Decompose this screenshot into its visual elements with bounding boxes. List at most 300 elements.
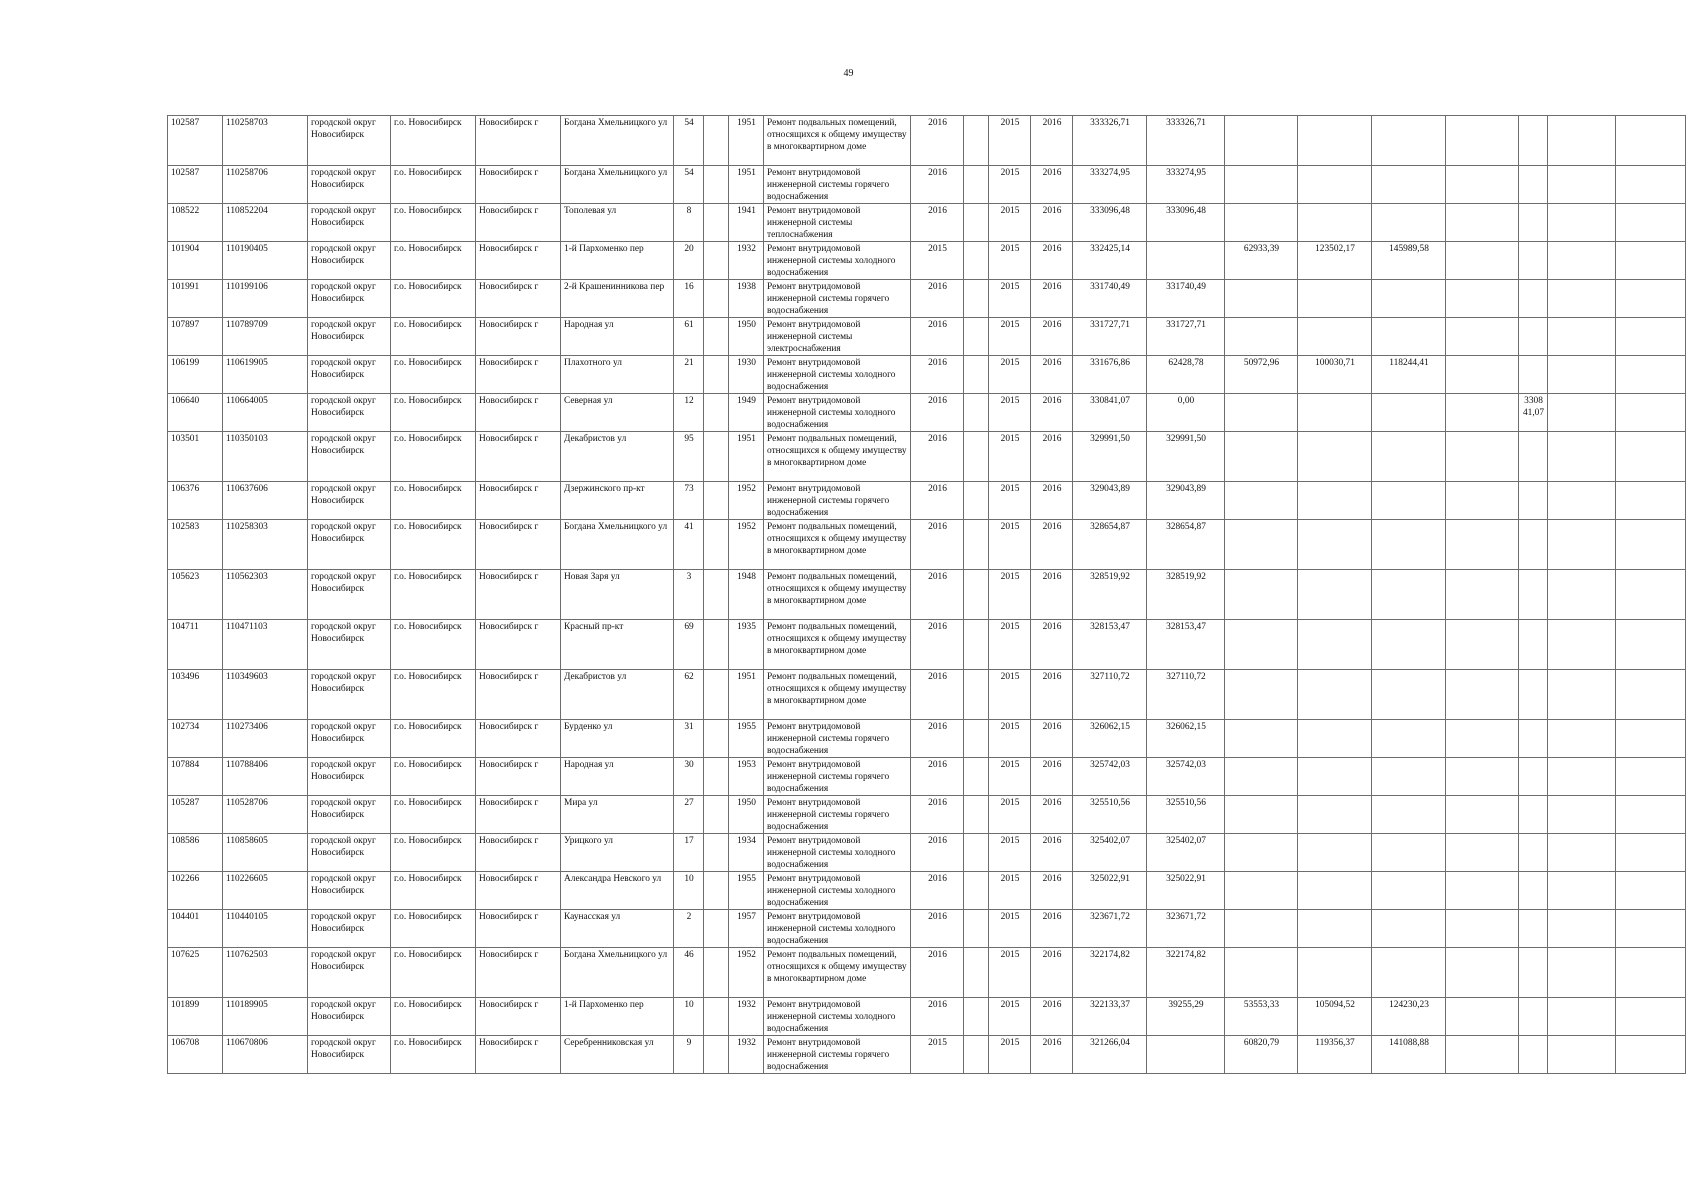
cell-s3 xyxy=(1298,948,1372,998)
cell-c2: 2015 xyxy=(989,280,1031,318)
cell-c3: 2016 xyxy=(1031,356,1073,394)
cell-s7 xyxy=(1548,432,1616,482)
cell-id: 103496 xyxy=(168,670,223,720)
cell-plan-year: 2016 xyxy=(911,318,964,356)
cell-c1 xyxy=(964,670,989,720)
cell-s5 xyxy=(1446,758,1519,796)
cell-s5 xyxy=(1446,998,1519,1036)
cell-work: Ремонт внутридомовой инженерной системы горячего водоснабжения xyxy=(764,166,911,204)
cell-s8 xyxy=(1616,394,1686,432)
cell-year: 1955 xyxy=(729,720,764,758)
cell-s1: 325510,56 xyxy=(1147,796,1225,834)
table-row xyxy=(168,432,1686,482)
cell-c3: 2016 xyxy=(1031,720,1073,758)
cell-s6 xyxy=(1519,356,1548,394)
table-row xyxy=(168,570,1686,620)
cell-s2: 60820,79 xyxy=(1225,1036,1298,1074)
cell-s2 xyxy=(1225,318,1298,356)
cell-house: 12 xyxy=(674,394,704,432)
cell-c3: 2016 xyxy=(1031,116,1073,166)
cell-s3 xyxy=(1298,204,1372,242)
cell-street: Урицкого ул xyxy=(561,834,674,872)
cell-extra xyxy=(704,834,729,872)
cell-house: 95 xyxy=(674,432,704,482)
cell-s7 xyxy=(1548,280,1616,318)
cell-s4: 118244,41 xyxy=(1372,356,1446,394)
cell-s1: 331727,71 xyxy=(1147,318,1225,356)
cell-c2: 2015 xyxy=(989,796,1031,834)
cell-s5 xyxy=(1446,394,1519,432)
cell-year: 1935 xyxy=(729,620,764,670)
cell-c2: 2015 xyxy=(989,720,1031,758)
cell-street: Декабристов ул xyxy=(561,432,674,482)
cell-s4 xyxy=(1372,948,1446,998)
cell-s7 xyxy=(1548,1036,1616,1074)
cell-c1 xyxy=(964,166,989,204)
cell-district: городской округ Новосибирск xyxy=(308,834,391,872)
cell-extra xyxy=(704,432,729,482)
cell-s1: 325022,91 xyxy=(1147,872,1225,910)
cell-s5 xyxy=(1446,318,1519,356)
cell-locality: Новосибирск г xyxy=(476,394,561,432)
cell-street: Богдана Хмельницкого ул xyxy=(561,948,674,998)
cell-c1 xyxy=(964,520,989,570)
cell-extra xyxy=(704,166,729,204)
cell-id: 105623 xyxy=(168,570,223,620)
cell-district: городской округ Новосибирск xyxy=(308,482,391,520)
cell-municipality: г.о. Новосибирск xyxy=(391,796,476,834)
cell-code: 110619905 xyxy=(223,356,308,394)
cell-work: Ремонт внутридомовой инженерной системы холодного водоснабжения xyxy=(764,998,911,1036)
cell-s5 xyxy=(1446,280,1519,318)
cell-plan-year: 2016 xyxy=(911,834,964,872)
cell-locality: Новосибирск г xyxy=(476,834,561,872)
cell-c3: 2016 xyxy=(1031,166,1073,204)
cell-s6 xyxy=(1519,620,1548,670)
cell-locality: Новосибирск г xyxy=(476,720,561,758)
cell-c1 xyxy=(964,242,989,280)
cell-s2 xyxy=(1225,432,1298,482)
cell-code: 110664005 xyxy=(223,394,308,432)
cell-s3 xyxy=(1298,620,1372,670)
cell-s3: 123502,17 xyxy=(1298,242,1372,280)
cell-house: 46 xyxy=(674,948,704,998)
cell-s1: 331740,49 xyxy=(1147,280,1225,318)
cell-total: 321266,04 xyxy=(1073,1036,1147,1074)
cell-plan-year: 2016 xyxy=(911,432,964,482)
cell-code: 110273406 xyxy=(223,720,308,758)
cell-municipality: г.о. Новосибирск xyxy=(391,432,476,482)
cell-year: 1950 xyxy=(729,796,764,834)
cell-municipality: г.о. Новосибирск xyxy=(391,116,476,166)
cell-total: 327110,72 xyxy=(1073,670,1147,720)
cell-s4 xyxy=(1372,620,1446,670)
cell-s8 xyxy=(1616,620,1686,670)
cell-s6 xyxy=(1519,720,1548,758)
cell-c1 xyxy=(964,432,989,482)
cell-total: 331676,86 xyxy=(1073,356,1147,394)
cell-c3: 2016 xyxy=(1031,280,1073,318)
cell-s3: 105094,52 xyxy=(1298,998,1372,1036)
cell-s3 xyxy=(1298,394,1372,432)
cell-s1: 327110,72 xyxy=(1147,670,1225,720)
cell-s2 xyxy=(1225,520,1298,570)
cell-municipality: г.о. Новосибирск xyxy=(391,998,476,1036)
cell-total: 325742,03 xyxy=(1073,758,1147,796)
cell-year: 1952 xyxy=(729,520,764,570)
cell-s1: 328153,47 xyxy=(1147,620,1225,670)
cell-total: 322133,37 xyxy=(1073,998,1147,1036)
cell-municipality: г.о. Новосибирск xyxy=(391,204,476,242)
cell-s2 xyxy=(1225,620,1298,670)
cell-c1 xyxy=(964,948,989,998)
cell-s4 xyxy=(1372,834,1446,872)
cell-c3: 2016 xyxy=(1031,796,1073,834)
cell-c2: 2015 xyxy=(989,482,1031,520)
cell-s7 xyxy=(1548,204,1616,242)
cell-code: 110852204 xyxy=(223,204,308,242)
cell-s6 xyxy=(1519,116,1548,166)
cell-total: 332425,14 xyxy=(1073,242,1147,280)
cell-s7 xyxy=(1548,166,1616,204)
cell-street: Богдана Хмельницкого ул xyxy=(561,166,674,204)
cell-c2: 2015 xyxy=(989,910,1031,948)
table-row xyxy=(168,948,1686,998)
cell-s4: 124230,23 xyxy=(1372,998,1446,1036)
cell-s1: 0,00 xyxy=(1147,394,1225,432)
cell-locality: Новосибирск г xyxy=(476,242,561,280)
table-row xyxy=(168,356,1686,394)
cell-s2 xyxy=(1225,758,1298,796)
cell-s4 xyxy=(1372,394,1446,432)
cell-s2 xyxy=(1225,872,1298,910)
cell-work: Ремонт подвальных помещений, относящихся к общему имуществу в многоквартирном доме xyxy=(764,670,911,720)
cell-extra xyxy=(704,670,729,720)
cell-district: городской округ Новосибирск xyxy=(308,394,391,432)
cell-work: Ремонт подвальных помещений, относящихся к общему имуществу в многоквартирном доме xyxy=(764,948,911,998)
cell-extra xyxy=(704,998,729,1036)
cell-plan-year: 2016 xyxy=(911,998,964,1036)
cell-plan-year: 2016 xyxy=(911,872,964,910)
cell-c3: 2016 xyxy=(1031,948,1073,998)
cell-c2: 2015 xyxy=(989,758,1031,796)
cell-id: 101899 xyxy=(168,998,223,1036)
cell-total: 325022,91 xyxy=(1073,872,1147,910)
cell-s8 xyxy=(1616,948,1686,998)
cell-house: 21 xyxy=(674,356,704,394)
cell-s5 xyxy=(1446,720,1519,758)
cell-s5 xyxy=(1446,1036,1519,1074)
cell-id: 102587 xyxy=(168,116,223,166)
cell-s8 xyxy=(1616,910,1686,948)
cell-s4 xyxy=(1372,166,1446,204)
table-row xyxy=(168,910,1686,948)
cell-locality: Новосибирск г xyxy=(476,796,561,834)
cell-s7 xyxy=(1548,670,1616,720)
cell-house: 62 xyxy=(674,670,704,720)
cell-c2: 2015 xyxy=(989,318,1031,356)
cell-c3: 2016 xyxy=(1031,520,1073,570)
cell-id: 107897 xyxy=(168,318,223,356)
cell-work: Ремонт внутридомовой инженерной системы горячего водоснабжения xyxy=(764,758,911,796)
cell-municipality: г.о. Новосибирск xyxy=(391,1036,476,1074)
cell-year: 1953 xyxy=(729,758,764,796)
cell-s8 xyxy=(1616,116,1686,166)
cell-s6 xyxy=(1519,910,1548,948)
cell-id: 102734 xyxy=(168,720,223,758)
cell-plan-year: 2016 xyxy=(911,482,964,520)
cell-plan-year: 2016 xyxy=(911,910,964,948)
cell-code: 110471103 xyxy=(223,620,308,670)
cell-locality: Новосибирск г xyxy=(476,166,561,204)
cell-year: 1932 xyxy=(729,998,764,1036)
cell-c3: 2016 xyxy=(1031,620,1073,670)
cell-s5 xyxy=(1446,910,1519,948)
cell-house: 41 xyxy=(674,520,704,570)
cell-locality: Новосибирск г xyxy=(476,280,561,318)
cell-code: 110789709 xyxy=(223,318,308,356)
cell-s5 xyxy=(1446,242,1519,280)
cell-s8 xyxy=(1616,1036,1686,1074)
cell-s3: 100030,71 xyxy=(1298,356,1372,394)
cell-locality: Новосибирск г xyxy=(476,356,561,394)
cell-s5 xyxy=(1446,116,1519,166)
cell-s8 xyxy=(1616,280,1686,318)
cell-s8 xyxy=(1616,520,1686,570)
cell-municipality: г.о. Новосибирск xyxy=(391,520,476,570)
cell-work: Ремонт внутридомовой инженерной системы холодного водоснабжения xyxy=(764,242,911,280)
cell-s2 xyxy=(1225,670,1298,720)
cell-s4 xyxy=(1372,520,1446,570)
cell-locality: Новосибирск г xyxy=(476,570,561,620)
cell-municipality: г.о. Новосибирск xyxy=(391,872,476,910)
cell-c2: 2015 xyxy=(989,620,1031,670)
cell-year: 1951 xyxy=(729,116,764,166)
cell-year: 1950 xyxy=(729,318,764,356)
cell-locality: Новосибирск г xyxy=(476,432,561,482)
table-row xyxy=(168,872,1686,910)
table-row xyxy=(168,720,1686,758)
cell-total: 328654,87 xyxy=(1073,520,1147,570)
cell-street: Народная ул xyxy=(561,318,674,356)
cell-total: 330841,07 xyxy=(1073,394,1147,432)
cell-house: 73 xyxy=(674,482,704,520)
cell-street: Богдана Хмельницкого ул xyxy=(561,116,674,166)
cell-s7 xyxy=(1548,758,1616,796)
cell-s7 xyxy=(1548,834,1616,872)
cell-s4 xyxy=(1372,318,1446,356)
cell-extra xyxy=(704,520,729,570)
cell-locality: Новосибирск г xyxy=(476,620,561,670)
cell-total: 322174,82 xyxy=(1073,948,1147,998)
cell-municipality: г.о. Новосибирск xyxy=(391,318,476,356)
cell-s2 xyxy=(1225,166,1298,204)
cell-s4 xyxy=(1372,570,1446,620)
cell-year: 1951 xyxy=(729,432,764,482)
cell-plan-year: 2016 xyxy=(911,280,964,318)
cell-id: 104401 xyxy=(168,910,223,948)
cell-code: 110858605 xyxy=(223,834,308,872)
cell-plan-year: 2016 xyxy=(911,520,964,570)
cell-house: 10 xyxy=(674,998,704,1036)
cell-s8 xyxy=(1616,318,1686,356)
cell-id: 106640 xyxy=(168,394,223,432)
cell-extra xyxy=(704,872,729,910)
cell-locality: Новосибирск г xyxy=(476,1036,561,1074)
cell-total: 326062,15 xyxy=(1073,720,1147,758)
cell-s6 xyxy=(1519,796,1548,834)
cell-c1 xyxy=(964,570,989,620)
cell-extra xyxy=(704,356,729,394)
cell-total: 329043,89 xyxy=(1073,482,1147,520)
cell-extra xyxy=(704,482,729,520)
cell-c3: 2016 xyxy=(1031,1036,1073,1074)
cell-id: 101904 xyxy=(168,242,223,280)
cell-code: 110189905 xyxy=(223,998,308,1036)
cell-s4 xyxy=(1372,482,1446,520)
cell-house: 9 xyxy=(674,1036,704,1074)
cell-s1: 328654,87 xyxy=(1147,520,1225,570)
cell-s6 xyxy=(1519,570,1548,620)
cell-s8 xyxy=(1616,482,1686,520)
cell-id: 108522 xyxy=(168,204,223,242)
cell-s4 xyxy=(1372,280,1446,318)
cell-s7 xyxy=(1548,520,1616,570)
cell-locality: Новосибирск г xyxy=(476,482,561,520)
cell-locality: Новосибирск г xyxy=(476,758,561,796)
cell-c2: 2015 xyxy=(989,116,1031,166)
cell-s5 xyxy=(1446,356,1519,394)
cell-s8 xyxy=(1616,720,1686,758)
cell-code: 110670806 xyxy=(223,1036,308,1074)
cell-code: 110528706 xyxy=(223,796,308,834)
cell-id: 102583 xyxy=(168,520,223,570)
cell-s6 xyxy=(1519,432,1548,482)
cell-s3 xyxy=(1298,280,1372,318)
cell-c3: 2016 xyxy=(1031,432,1073,482)
cell-s5 xyxy=(1446,620,1519,670)
cell-s8 xyxy=(1616,242,1686,280)
cell-municipality: г.о. Новосибирск xyxy=(391,910,476,948)
table-row xyxy=(168,620,1686,670)
cell-work: Ремонт подвальных помещений, относящихся к общему имуществу в многоквартирном доме xyxy=(764,520,911,570)
cell-house: 54 xyxy=(674,116,704,166)
cell-s8 xyxy=(1616,204,1686,242)
cell-c2: 2015 xyxy=(989,242,1031,280)
cell-s4 xyxy=(1372,910,1446,948)
cell-plan-year: 2016 xyxy=(911,796,964,834)
cell-district: городской округ Новосибирск xyxy=(308,116,391,166)
cell-extra xyxy=(704,620,729,670)
cell-plan-year: 2016 xyxy=(911,204,964,242)
cell-c2: 2015 xyxy=(989,432,1031,482)
cell-year: 1951 xyxy=(729,670,764,720)
cell-municipality: г.о. Новосибирск xyxy=(391,242,476,280)
cell-s7 xyxy=(1548,116,1616,166)
cell-c1 xyxy=(964,204,989,242)
cell-extra xyxy=(704,318,729,356)
table-row xyxy=(168,166,1686,204)
cell-s1: 333326,71 xyxy=(1147,116,1225,166)
cell-work: Ремонт внутридомовой инженерной системы холодного водоснабжения xyxy=(764,356,911,394)
cell-district: городской округ Новосибирск xyxy=(308,948,391,998)
cell-municipality: г.о. Новосибирск xyxy=(391,166,476,204)
table-row xyxy=(168,796,1686,834)
cell-s4 xyxy=(1372,204,1446,242)
cell-work: Ремонт подвальных помещений, относящихся к общему имуществу в многоквартирном доме xyxy=(764,116,911,166)
cell-street: Серебренниковская ул xyxy=(561,1036,674,1074)
cell-s2: 62933,39 xyxy=(1225,242,1298,280)
cell-code: 110226605 xyxy=(223,872,308,910)
cell-plan-year: 2016 xyxy=(911,166,964,204)
cell-c1 xyxy=(964,998,989,1036)
cell-s1: 326062,15 xyxy=(1147,720,1225,758)
cell-s1: 325402,07 xyxy=(1147,834,1225,872)
cell-s6 xyxy=(1519,280,1548,318)
cell-district: городской округ Новосибирск xyxy=(308,872,391,910)
cell-plan-year: 2016 xyxy=(911,720,964,758)
cell-work: Ремонт внутридомовой инженерной системы горячего водоснабжения xyxy=(764,1036,911,1074)
cell-extra xyxy=(704,242,729,280)
cell-code: 110350103 xyxy=(223,432,308,482)
cell-municipality: г.о. Новосибирск xyxy=(391,356,476,394)
cell-municipality: г.о. Новосибирск xyxy=(391,948,476,998)
cell-s3 xyxy=(1298,570,1372,620)
cell-plan-year: 2016 xyxy=(911,356,964,394)
cell-code: 110199106 xyxy=(223,280,308,318)
cell-plan-year: 2015 xyxy=(911,1036,964,1074)
cell-s7 xyxy=(1548,570,1616,620)
cell-s1: 333274,95 xyxy=(1147,166,1225,204)
cell-s3 xyxy=(1298,318,1372,356)
cell-district: городской округ Новосибирск xyxy=(308,796,391,834)
cell-municipality: г.о. Новосибирск xyxy=(391,280,476,318)
cell-district: городской округ Новосибирск xyxy=(308,910,391,948)
table-row xyxy=(168,242,1686,280)
cell-work: Ремонт внутридомовой инженерной системы холодного водоснабжения xyxy=(764,910,911,948)
cell-s6 xyxy=(1519,758,1548,796)
cell-s4: 141088,88 xyxy=(1372,1036,1446,1074)
cell-c2: 2015 xyxy=(989,834,1031,872)
cell-district: городской округ Новосибирск xyxy=(308,758,391,796)
cell-plan-year: 2016 xyxy=(911,394,964,432)
cell-s1 xyxy=(1147,1036,1225,1074)
table-row xyxy=(168,520,1686,570)
cell-street: Северная ул xyxy=(561,394,674,432)
cell-s4 xyxy=(1372,872,1446,910)
cell-street: Тополевая ул xyxy=(561,204,674,242)
cell-street: Народная ул xyxy=(561,758,674,796)
cell-district: городской округ Новосибирск xyxy=(308,318,391,356)
cell-year: 1951 xyxy=(729,166,764,204)
cell-id: 102266 xyxy=(168,872,223,910)
cell-s3 xyxy=(1298,520,1372,570)
cell-code: 110440105 xyxy=(223,910,308,948)
cell-work: Ремонт внутридомовой инженерной системы холодного водоснабжения xyxy=(764,872,911,910)
cell-extra xyxy=(704,720,729,758)
cell-s7 xyxy=(1548,998,1616,1036)
cell-street: Декабристов ул xyxy=(561,670,674,720)
cell-year: 1938 xyxy=(729,280,764,318)
cell-s2 xyxy=(1225,720,1298,758)
cell-id: 104711 xyxy=(168,620,223,670)
cell-code: 110637606 xyxy=(223,482,308,520)
cell-id: 106376 xyxy=(168,482,223,520)
cell-s7 xyxy=(1548,720,1616,758)
cell-s6 xyxy=(1519,834,1548,872)
cell-s4 xyxy=(1372,758,1446,796)
cell-c3: 2016 xyxy=(1031,910,1073,948)
